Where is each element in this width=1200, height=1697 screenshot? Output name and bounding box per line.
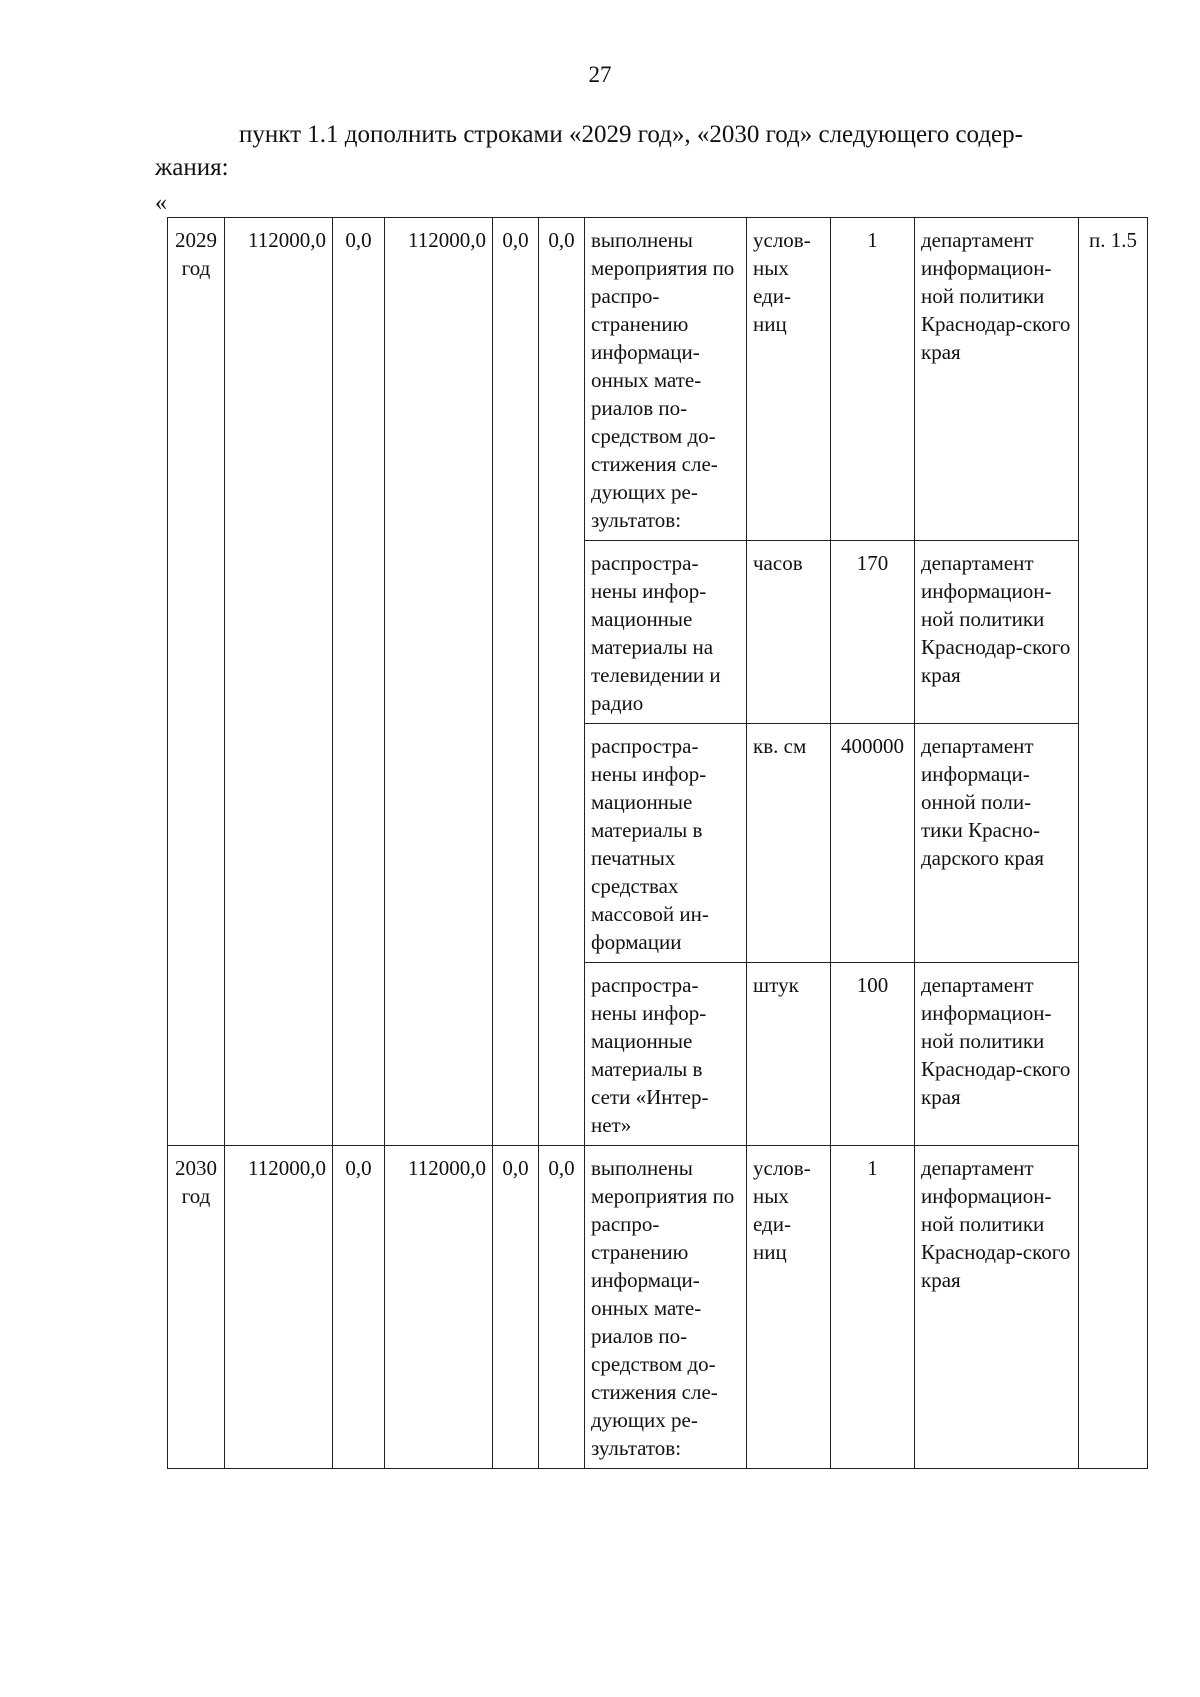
funding-cell: 0,0 [539, 218, 585, 1146]
funding-cell: 0,0 [493, 218, 539, 1146]
reference-cell: п. 1.5 [1079, 218, 1148, 1469]
executor-cell: департамент информаци-онной поли-тики Красно-дарского края [915, 724, 1079, 963]
table-row [168, 1146, 1148, 1469]
amendment-table [167, 217, 1148, 1469]
funding-cell: 112000,0 [385, 1146, 493, 1469]
funding-cell: 0,0 [333, 1146, 385, 1469]
result-description-cell: распростра-нены инфор-мационные материалы на телевидении и радио [585, 541, 747, 724]
executor-cell: департамент информацион-ной политики Краснодар-ского края [915, 1146, 1079, 1469]
amendment-intro-text: пункт 1.1 дополнить строками «2029 год», «2030 год» следующего содер-жания: [155, 121, 1023, 181]
page-number: 27 [588, 62, 612, 87]
value-cell: 100 [831, 963, 915, 1146]
executor-cell: департамент информацион-ной политики Краснодар-ского края [915, 218, 1079, 541]
opening-quote-mark: « [155, 190, 167, 216]
result-description-cell: распростра-нены инфор-мационные материалы в печатных средствах массовой ин-формации [585, 724, 747, 963]
value-cell: 1 [831, 1146, 915, 1469]
year-cell: 2030 год [168, 1146, 225, 1469]
unit-cell: штук [747, 963, 831, 1146]
result-description-cell: выполнены мероприятия по распро-странению информаци-онных мате-риалов по-средством до-стижения сле-дующих ре-зультатов: [585, 1146, 747, 1469]
total-funding-cell: 112000,0 [225, 1146, 333, 1469]
result-description-cell: выполнены мероприятия по распро-странению информаци-онных мате-риалов по-средством до-стижения сле-дующих ре-зультатов: [585, 218, 747, 541]
table-row [168, 218, 1148, 541]
executor-cell: департамент информацион-ной политики Краснодар-ского края [915, 541, 1079, 724]
unit-cell: услов-ных еди-ниц [747, 1146, 831, 1469]
value-cell: 1 [831, 218, 915, 541]
unit-cell: услов-ных еди-ниц [747, 218, 831, 541]
funding-cell: 112000,0 [385, 218, 493, 1146]
value-cell: 170 [831, 541, 915, 724]
unit-cell: кв. см [747, 724, 831, 963]
funding-cell: 0,0 [539, 1146, 585, 1469]
year-cell: 2029 год [168, 218, 225, 1146]
total-funding-cell: 112000,0 [225, 218, 333, 1146]
funding-cell: 0,0 [493, 1146, 539, 1469]
result-description-cell: распростра-нены инфор-мационные материалы в сети «Интер-нет» [585, 963, 747, 1146]
unit-cell: часов [747, 541, 831, 724]
executor-cell: департамент информацион-ной политики Краснодар-ского края [915, 963, 1079, 1146]
funding-cell: 0,0 [333, 218, 385, 1146]
value-cell: 400000 [831, 724, 915, 963]
